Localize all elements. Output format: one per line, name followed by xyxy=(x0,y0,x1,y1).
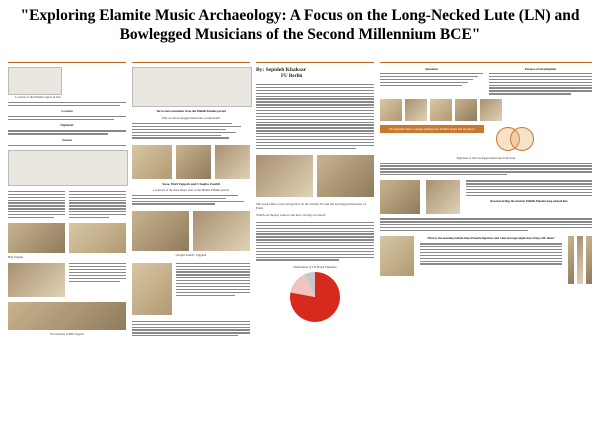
site-photo-4 xyxy=(8,302,126,330)
center-photos xyxy=(256,155,374,197)
figure-label: Chogha Zanbil • Ziggurat xyxy=(175,252,207,257)
figurine-photo-1 xyxy=(132,145,172,179)
figurine-large-2 xyxy=(426,180,460,214)
figurine-row xyxy=(132,145,250,179)
intro-text xyxy=(256,84,374,149)
banner-row xyxy=(380,125,592,153)
figurine-grid xyxy=(380,99,592,121)
resources-text xyxy=(380,163,592,176)
center-body xyxy=(256,222,374,261)
figurine-photo-2 xyxy=(176,145,211,179)
site-list xyxy=(132,195,250,205)
photo-caption-2: Excavations at Haft Tappeh xyxy=(50,332,84,337)
right-column xyxy=(380,62,592,284)
quote-1: The work offers a new perspective on the ancient LN and the bowlegged musicians of Elam. xyxy=(256,201,366,210)
purpose-heading: Purpose of Investigation xyxy=(524,67,557,71)
center-left-lower xyxy=(132,263,250,315)
distribution-pie-chart xyxy=(256,269,374,325)
site-map xyxy=(8,150,128,186)
divider xyxy=(380,62,592,63)
iran-map xyxy=(8,67,62,95)
lute-image-1 xyxy=(568,236,574,284)
susiana-text xyxy=(8,130,126,134)
figurine-4 xyxy=(455,99,477,121)
site-row xyxy=(132,211,250,251)
site-photo-2 xyxy=(69,223,126,253)
figurine-3 xyxy=(430,99,452,121)
highlands-text xyxy=(8,116,126,120)
subheading: Why are the bowlegged musicians so important? xyxy=(161,116,221,120)
susiana-text-2 xyxy=(8,145,126,146)
questions-block xyxy=(380,67,483,95)
lute-images xyxy=(568,236,592,284)
purpose-text xyxy=(489,73,592,95)
site-plan xyxy=(193,211,250,251)
seal-photo xyxy=(132,263,172,315)
figurine-1 xyxy=(380,99,402,121)
divider xyxy=(8,62,126,63)
left-text-block xyxy=(8,191,126,218)
meaning-heading: What is the meaning behind these Elamite figurines and what message might they bring with them? xyxy=(427,236,555,241)
right-top xyxy=(380,67,592,95)
center-left-column xyxy=(132,62,250,336)
venn-circle-2 xyxy=(510,127,534,151)
lute-photo xyxy=(317,155,374,197)
conclusion-text xyxy=(466,180,592,196)
figurine-2 xyxy=(405,99,427,121)
banner: The figurines allow a unique glimpse into Elamite music and its players xyxy=(380,125,484,133)
right-bottom xyxy=(380,236,592,284)
figurine-photo-3 xyxy=(215,145,250,179)
questions-list xyxy=(380,73,483,86)
center-left-bottom xyxy=(132,321,250,337)
list-heading: Locations of the three major sites of the Middle Elamite period xyxy=(153,187,229,192)
label-location: Location xyxy=(61,109,73,114)
figurine-large-1 xyxy=(380,180,420,214)
center-column xyxy=(256,62,374,330)
right-middle xyxy=(380,180,592,214)
poster-title: "Exploring Elamite Music Archaeology: A Focus on the Long-Necked Lute (LN) and Bowlegged Musicians of the Second Millennium BCE" xyxy=(20,7,580,43)
author-name: By: Sepideh Khaksar xyxy=(256,67,307,73)
left-column xyxy=(8,62,126,336)
site-heading: Susa, Haft Tappeh and Chogha Zanbil xyxy=(162,181,220,186)
figurine-large-3 xyxy=(380,236,414,276)
meaning-list xyxy=(420,243,562,265)
figurine-5 xyxy=(480,99,502,121)
left-photos-2 xyxy=(8,263,126,297)
lute-image-2 xyxy=(577,236,583,284)
conclusion-heading: Reconstructing the Ancient Middle Elamite long-necked lute xyxy=(490,199,568,204)
relief-photo xyxy=(256,155,313,197)
questions-heading: Questions xyxy=(425,67,438,71)
author-affiliation: FU Berlin xyxy=(281,74,303,79)
ziggurat-photo xyxy=(132,211,189,251)
bullet-list xyxy=(132,123,250,139)
location-text xyxy=(8,102,126,106)
label-susiana: Susiana xyxy=(61,137,72,142)
figure-caption: Figurines of the bowlegged musicians from Susa xyxy=(456,155,516,160)
top-heading: Terra-cotta musicians from the Middle Elamite period xyxy=(156,109,226,113)
divider xyxy=(256,62,374,63)
purpose-block xyxy=(489,67,592,95)
left-photos xyxy=(8,223,126,253)
quote-2: Which are the key sources and how can they be dated? xyxy=(256,212,326,217)
meaning-block xyxy=(420,236,562,284)
right-body xyxy=(380,218,592,231)
site-photo-1 xyxy=(8,223,65,253)
site-photo-3 xyxy=(8,263,65,297)
venn-diagram xyxy=(490,125,540,153)
figurine-map xyxy=(132,67,252,107)
map-caption-1: Location of the Elamite region in Iran xyxy=(15,95,61,99)
label-highlands: Highlands xyxy=(60,123,74,128)
lute-image-3 xyxy=(586,236,592,284)
conclusion-block xyxy=(466,180,592,214)
divider xyxy=(132,62,250,63)
chart-title: Distribution of LN Player Figurines xyxy=(293,264,337,269)
photo-caption-1: Haft Tappeh xyxy=(8,255,23,260)
